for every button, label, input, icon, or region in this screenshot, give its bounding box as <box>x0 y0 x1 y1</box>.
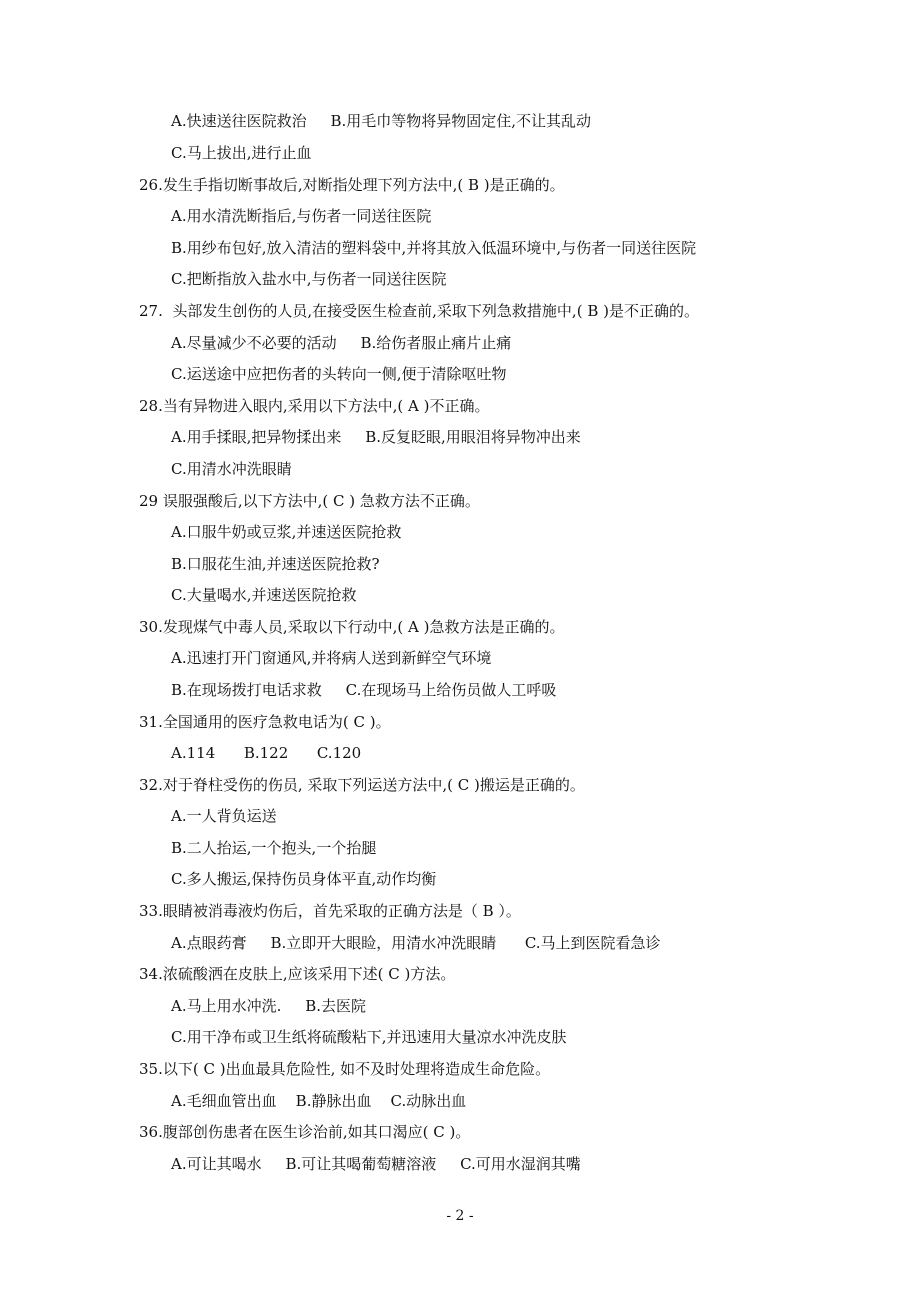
option-line: A.点眼药膏 B.立即开大眼睑，用清水冲洗眼睛 C.马上到医院看急诊 <box>171 934 661 952</box>
option-line: A.毛细血管出血 B.静脉出血 C.动脉出血 <box>171 1092 467 1110</box>
option-line: B.用纱布包好,放入清洁的塑料袋中,并将其放入低温环境中,与伤者一同送往医院 <box>171 239 697 257</box>
option-line: A.尽量减少不必要的活动 B.给伤者服止痛片止痛 <box>171 334 512 352</box>
option-line: A.114 B.122 C.120 <box>171 744 362 762</box>
page-number: - 2 - <box>446 1208 474 1224</box>
option-line: A.用水清洗断指后,与伤者一同送往医院 <box>171 207 432 225</box>
option-line: A.可让其喝水 B.可让其喝葡萄糖溶液 C.可用水湿润其嘴 <box>171 1155 581 1173</box>
question-line: 30.发现煤气中毒人员,采取以下行动中,( A )急救方法是正确的。 <box>139 618 565 636</box>
option-line: A.快速送往医院救治 B.用毛巾等物将异物固定住,不让其乱动 <box>171 112 592 130</box>
option-line: B.二人抬运,一个抱头,一个抬腿 <box>171 839 377 857</box>
option-line: A.用手揉眼,把异物揉出来 B.反复眨眼,用眼泪将异物冲出来 <box>171 428 581 446</box>
option-line: A.马上用水冲洗. B.去医院 <box>171 997 367 1015</box>
question-line: 32.对于脊柱受伤的伤员, 采取下列运送方法中,( C )搬运是正确的。 <box>139 776 585 794</box>
option-line: B.在现场拨打电话求救 C.在现场马上给伤员做人工呼吸 <box>171 681 557 699</box>
question-line: 33.眼睛被消毒液灼伤后，首先采取的正确方法是（ B ）。 <box>139 902 521 920</box>
question-line: 31.全国通用的医疗急救电话为( C )。 <box>139 713 391 731</box>
option-line: C.多人搬运,保持伤员身体平直,动作均衡 <box>171 870 437 888</box>
question-line: 26.发生手指切断事故后,对断指处理下列方法中,( B )是正确的。 <box>139 176 565 194</box>
option-line: A.迅速打开门窗通风,并将病人送到新鲜空气环境 <box>171 649 492 667</box>
option-line: C.用干净布或卫生纸将硫酸粘下,并迅速用大量凉水冲洗皮肤 <box>171 1028 567 1046</box>
question-line: 27. 头部发生创伤的人员,在接受医生检查前,采取下列急救措施中,( B )是不正确的。 <box>139 302 699 320</box>
option-line: C.马上拔出,进行止血 <box>171 144 312 162</box>
option-line: A.口服牛奶或豆浆,并速送医院抢救 <box>171 523 402 541</box>
question-line: 36.腹部创伤患者在医生诊治前,如其口渴应( C )。 <box>139 1123 471 1141</box>
option-line: C.把断指放入盐水中,与伤者一同送往医院 <box>171 270 447 288</box>
question-line: 29 误服强酸后,以下方法中,( C ) 急救方法不正确。 <box>139 492 480 510</box>
question-line: 34.浓硫酸洒在皮肤上,应该采用下述( C )方法。 <box>139 965 456 983</box>
option-line: C.用清水冲洗眼睛 <box>171 460 292 478</box>
option-line: C.大量喝水,并速送医院抢救 <box>171 586 357 604</box>
question-line: 28.当有异物进入眼内,采用以下方法中,( A )不正确。 <box>139 397 490 415</box>
option-line: A.一人背负运送 <box>171 807 277 825</box>
question-line: 35.以下( C )出血最具危险性, 如不及时处理将造成生命危险。 <box>139 1060 551 1078</box>
option-line: B.口服花生油,并速送医院抢救? <box>171 555 380 573</box>
option-line: C.运送途中应把伤者的头转向一侧,便于清除呕吐物 <box>171 365 507 383</box>
